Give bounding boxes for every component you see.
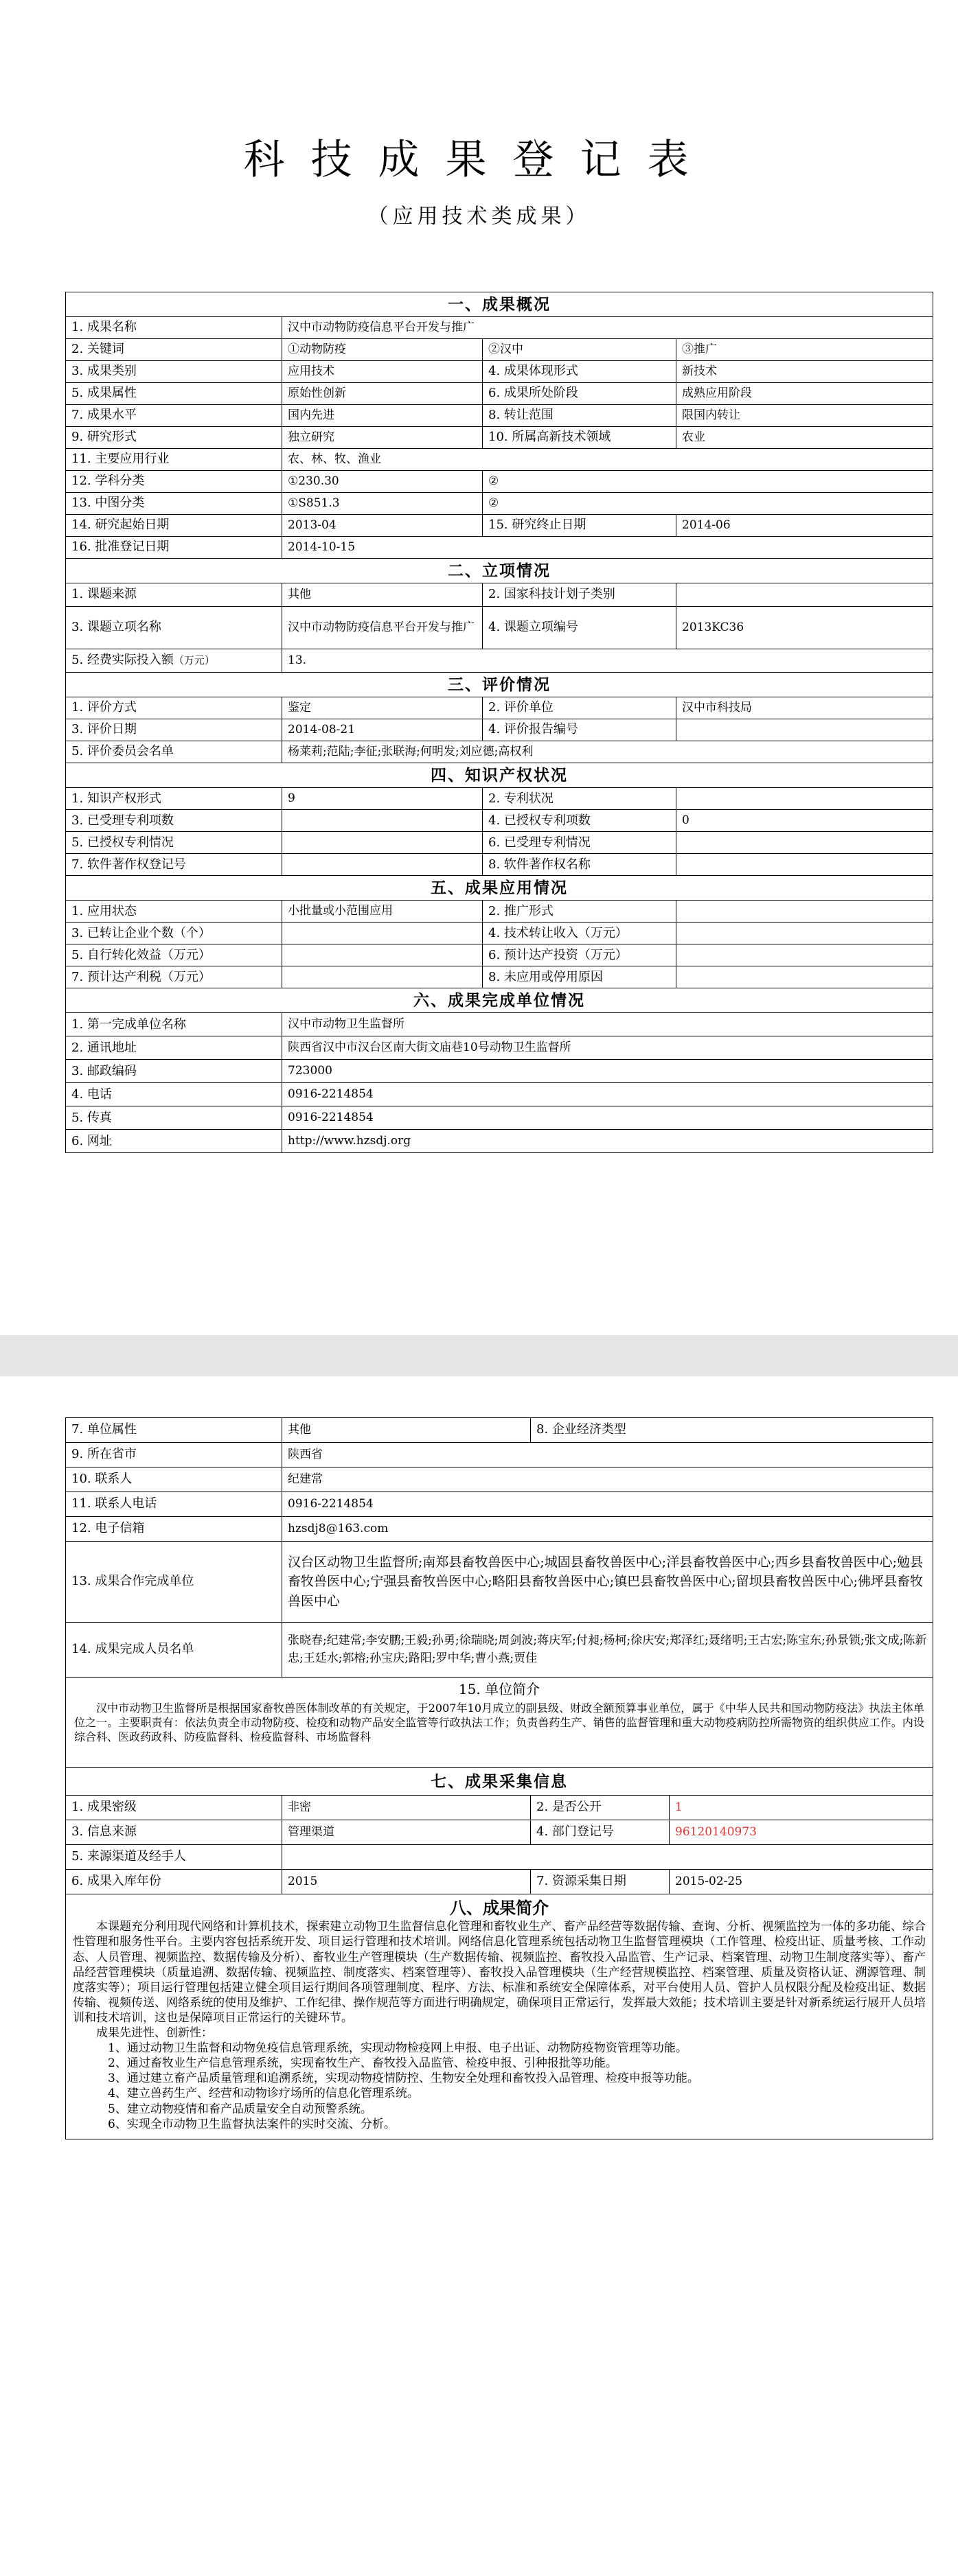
field-label: 15. 研究终止日期 [483, 515, 676, 537]
field-label: 4. 部门登记号 [531, 1820, 670, 1845]
field-label: 2. 是否公开 [531, 1796, 670, 1820]
field-value: 张晓春;纪建常;李安鹏;王毅;孙勇;徐瑞晓;周剑波;蒋庆军;付昶;杨柯;徐庆安;郑泽红;聂绪明;王古宏;陈宝东;孙景锁;张文成;陈新忠;王廷水;郭榕;孙宝庆;路阳;罗中华;曹小燕;贾佳 [282, 1623, 933, 1678]
field-value: 1 [670, 1796, 933, 1820]
field-label: 4. 课题立项编号 [483, 607, 676, 649]
field-value [676, 901, 933, 923]
field-value: 成熟应用阶段 [676, 383, 933, 405]
field-label: 1. 评价方式 [66, 697, 282, 719]
field-label: 2. 国家科技计划子类别 [483, 583, 676, 607]
field-label: 5. 自行转化效益（万元） [66, 944, 282, 966]
field-value: 2013-04 [282, 515, 483, 537]
field-value: 13. [282, 649, 933, 673]
field-label: 6. 网址 [66, 1130, 282, 1153]
field-label: 1. 第一完成单位名称 [66, 1013, 282, 1036]
field-label [66, 649, 282, 673]
field-value [282, 923, 483, 944]
field-value: 96120140973 [670, 1820, 933, 1845]
summary-item: 2、通过畜牧业生产信息管理系统，实现畜牧生产、畜牧投入品监管、检疫申报、引种报批等功能。 [108, 2056, 617, 2071]
field-value [282, 854, 483, 876]
field-label: 8. 软件著作权名称 [483, 854, 676, 876]
field-value: 汉中市科技局 [676, 697, 933, 719]
field-value: 2014-10-15 [282, 537, 933, 559]
field-value: 农业 [676, 427, 933, 449]
field-value: 0916-2214854 [282, 1106, 933, 1130]
page-gap [0, 1335, 958, 1376]
field-label: 13. 成果合作完成单位 [66, 1542, 282, 1623]
field-value: 限国内转让 [676, 405, 933, 427]
summary-subtitle: 成果先进性、创新性： [96, 2026, 213, 2041]
field-label: 5. 成果属性 [66, 383, 282, 405]
field-value: 2015-02-25 [670, 1870, 933, 1894]
field-label: 2. 专利状况 [483, 788, 676, 810]
field-value: 其他 [282, 583, 483, 607]
keyword-2: ②汉中 [483, 339, 676, 361]
summary-item: 6、实现全市动物卫生监督执法案件的实时交流、分析。 [108, 2117, 396, 2131]
field-label: 6. 已受理专利情况 [483, 832, 676, 854]
field-label: 10. 联系人 [66, 1467, 282, 1492]
field-label: 14. 研究起始日期 [66, 515, 282, 537]
summary-item: 3、通过建立畜产品质量管理和追溯系统，实现动物疫情防控、生物安全处理和畜牧投入品管理、检疫申报等功能。 [108, 2072, 699, 2086]
field-label: 1. 课题来源 [66, 583, 282, 607]
summary-item: 4、建立兽药生产、经营和动物诊疗场所的信息化管理系统。 [108, 2087, 419, 2101]
field-value [282, 966, 483, 988]
field-value: 新技术 [676, 361, 933, 383]
summary-list [73, 2041, 926, 2132]
field-label: 2. 评价单位 [483, 697, 676, 719]
unit-intro-text: 汉中市动物卫生监督所是根据国家畜牧兽医体制改革的有关规定，于2007年10月成立的副县级、财政全额预算事业单位，属于《中华人民共和国动物防疫法》执法主体单位之一。主要职责有：依法负责全市动物防疫、检疫和动物产品安全监管等行政执法工作；负责兽药生产、销售的监督管理和重大动物疫病防控所需物资的组织供应工作。内设综合科、医政药政科、防疫监督科、检疫监督科、市场监督科 [74, 1702, 924, 1743]
field-label: 1. 成果名称 [66, 317, 282, 339]
field-label: 3. 成果类别 [66, 361, 282, 383]
field-value: 国内先进 [282, 405, 483, 427]
summary-text: 本课题充分利用现代网络和计算机技术，探索建立动物卫生监督信息化管理和畜牧业生产、畜产品经营等数据传输、查询、分析、视频监控为一体的多功能、综合性管理和服务性平台。主要内容包括系统开发、项目运行管理和技术培训。网络信息化管理系统包括动物卫生监督管理模块（工作管理、检疫出证、质量考核、工作动态、人员管理、视频监控、数据传输及分析）、畜牧业生产管理模块（生产数据传输、视频监控、畜牧投入品监管、生产记录、档案管理、动物卫生制度落实等）、畜产品经营管理模块（质量追溯、数据传输、视频监控、制度落实、档案管理等）、畜牧投入品管理模块（生产经营规模监控、档案管理、质量及资格认证、溯源管理、制度落实等）；项目运行管理包括建立健全项目运行期间各项管理制度、程序、方法、标准和系统安全保障体系，对平台使用人员、管护人员权限分配及检疫出证、数据传输、视频传送、网络系统的使用及维护、工作纪律、操作规范等方面进行明确规定，确保项目正常运行，发挥最大效能；技术培训主要是针对新系统运行展开人员培训和技术培训，这也是保障项目正常运行的关键环节。 [73, 1920, 926, 2025]
field-value: 2015 [282, 1870, 531, 1894]
form-title: 科技成果登记表 [243, 136, 715, 184]
field-value [676, 923, 933, 944]
field-label: 5. 评价委员会名单 [66, 741, 282, 763]
field-label: 12. 学科分类 [66, 471, 282, 493]
field-label: 7. 资源采集日期 [531, 1870, 670, 1894]
field-label: 7. 软件著作权登记号 [66, 854, 282, 876]
unit-label: （万元） [173, 654, 215, 667]
field-label-text: 5. 经费实际投入额 [71, 653, 174, 668]
section-unit: 六、成果完成单位情况 [66, 988, 933, 1013]
field-label: 2. 通讯地址 [66, 1036, 282, 1060]
summary-cell [66, 1894, 933, 2139]
field-label: 1. 成果密级 [66, 1796, 282, 1820]
registration-table-page2 [65, 1417, 933, 2139]
field-value: 2014-08-21 [282, 719, 483, 741]
field-label: 10. 所属高新技术领域 [483, 427, 676, 449]
field-label: 1. 应用状态 [66, 901, 282, 923]
field-label: 4. 电话 [66, 1083, 282, 1106]
website-link[interactable]: http://www.hzsdj.org [282, 1130, 933, 1153]
field-label: 5. 传真 [66, 1106, 282, 1130]
field-value: 0916-2214854 [282, 1492, 933, 1517]
field-label: 11. 主要应用行业 [66, 449, 282, 471]
field-value: 陕西省 [282, 1443, 933, 1467]
field-value: 汉台区动物卫生监督所;南郑县畜牧兽医中心;城固县畜牧兽医中心;洋县畜牧兽医中心;西乡县畜牧兽医中心;勉县畜牧兽医中心;宁强县畜牧兽医中心;略阳县畜牧兽医中心;镇巴县畜牧兽医中心;留坝县畜牧兽医中心;佛坪县畜牧兽医中心 [282, 1542, 933, 1623]
field-label: 12. 电子信箱 [66, 1517, 282, 1542]
keyword-1: ①动物防疫 [282, 339, 483, 361]
field-value: 原始性创新 [282, 383, 483, 405]
page-2 [0, 1376, 958, 2576]
field-label: 5. 已授权专利情况 [66, 832, 282, 854]
field-label: 8. 未应用或停用原因 [483, 966, 676, 988]
email-value[interactable]: hzsdj8@163.com [282, 1517, 933, 1542]
section-overview: 一、成果概况 [66, 292, 933, 317]
field-label: 4. 评价报告编号 [483, 719, 676, 741]
field-value: 陕西省汉中市汉台区南大街文庙巷10号动物卫生监督所 [282, 1036, 933, 1060]
field-label: 1. 知识产权形式 [66, 788, 282, 810]
field-label: 7. 成果水平 [66, 405, 282, 427]
field-label: 14. 成果完成人员名单 [66, 1623, 282, 1678]
field-value: 2013KC36 [676, 607, 933, 649]
field-label: 6. 预计达产投资（万元） [483, 944, 676, 966]
field-value [676, 966, 933, 988]
field-value: 0916-2214854 [282, 1083, 933, 1106]
field-label: 8. 转让范围 [483, 405, 676, 427]
summary-item: 1、通过动物卫生监督和动物免疫信息管理系统，实现动物检疫网上申报、电子出证、动物防疫物资管理等功能。 [108, 2041, 687, 2056]
field-label: 5. 来源渠道及经手人 [66, 1845, 282, 1870]
field-label: 4. 成果体现形式 [483, 361, 676, 383]
result-name: 汉中市动物防疫信息平台开发与推广 [282, 317, 933, 339]
field-label: 3. 课题立项名称 [66, 607, 282, 649]
field-value: 9 [282, 788, 483, 810]
section-summary: 八、成果简介 [450, 1898, 549, 1918]
field-label: 6. 成果入库年份 [66, 1870, 282, 1894]
field-label: 16. 批准登记日期 [66, 537, 282, 559]
field-label: 3. 评价日期 [66, 719, 282, 741]
summary-item: 5、建立动物疫情和畜产品质量安全自动预警系统。 [108, 2102, 372, 2116]
field-value: 管理渠道 [282, 1820, 531, 1845]
section-application: 五、成果应用情况 [66, 876, 933, 901]
field-label: 13. 中图分类 [66, 493, 282, 515]
field-label: 2. 推广形式 [483, 901, 676, 923]
field-value: 杨莱莉;范陆;李征;张联海;何明发;刘应德;高权利 [282, 741, 933, 763]
section-project: 二、立项情况 [66, 559, 933, 583]
field-value: 非密 [282, 1796, 531, 1820]
registration-table-page1 [65, 292, 933, 1153]
field-label: 8. 企业经济类型 [531, 1418, 933, 1443]
field-label: 3. 已受理专利项数 [66, 810, 282, 832]
field-label: 9. 研究形式 [66, 427, 282, 449]
field-label: 3. 信息来源 [66, 1820, 282, 1845]
section-evaluation: 三、评价情况 [66, 673, 933, 697]
field-value [282, 810, 483, 832]
field-value [282, 944, 483, 966]
field-value [676, 832, 933, 854]
field-value: 应用技术 [282, 361, 483, 383]
field-label: 4. 技术转让收入（万元） [483, 923, 676, 944]
field-value: 0 [676, 810, 933, 832]
field-value [676, 719, 933, 741]
field-value: 汉中市动物卫生监督所 [282, 1013, 933, 1036]
section-collect: 七、成果采集信息 [66, 1768, 933, 1796]
field-label: 4. 已授权专利项数 [483, 810, 676, 832]
field-value [676, 583, 933, 607]
field-value: 纪建常 [282, 1467, 933, 1492]
field-value: 独立研究 [282, 427, 483, 449]
field-label: 6. 成果所处阶段 [483, 383, 676, 405]
field-value [676, 944, 933, 966]
field-label: 3. 已转让企业个数（个） [66, 923, 282, 944]
field-value [676, 788, 933, 810]
field-value: ①230.30 [282, 471, 483, 493]
unit-intro-cell [66, 1678, 933, 1768]
unit-intro-title: 15. 单位简介 [458, 1681, 540, 1697]
field-value [282, 1845, 933, 1870]
field-value: 小批量或小范围应用 [282, 901, 483, 923]
field-value: 723000 [282, 1060, 933, 1083]
field-value: 汉中市动物防疫信息平台开发与推广 [282, 607, 483, 649]
field-label: 7. 预计达产利税（万元） [66, 966, 282, 988]
field-value: ② [483, 471, 933, 493]
form-subtitle: （应用技术类成果） [367, 205, 591, 229]
field-label: 9. 所在省市 [66, 1443, 282, 1467]
field-value: 农、林、牧、渔业 [282, 449, 933, 471]
field-value [676, 854, 933, 876]
field-label: 7. 单位属性 [66, 1418, 282, 1443]
field-value: 鉴定 [282, 697, 483, 719]
field-value: 2014-06 [676, 515, 933, 537]
field-value [282, 832, 483, 854]
field-value: 其他 [282, 1418, 531, 1443]
field-label: 11. 联系人电话 [66, 1492, 282, 1517]
keyword-3: ③推广 [676, 339, 933, 361]
field-value: ② [483, 493, 933, 515]
field-value: ①S851.3 [282, 493, 483, 515]
field-label: 2. 关键词 [66, 339, 282, 361]
field-label: 3. 邮政编码 [66, 1060, 282, 1083]
section-ip: 四、知识产权状况 [66, 763, 933, 788]
